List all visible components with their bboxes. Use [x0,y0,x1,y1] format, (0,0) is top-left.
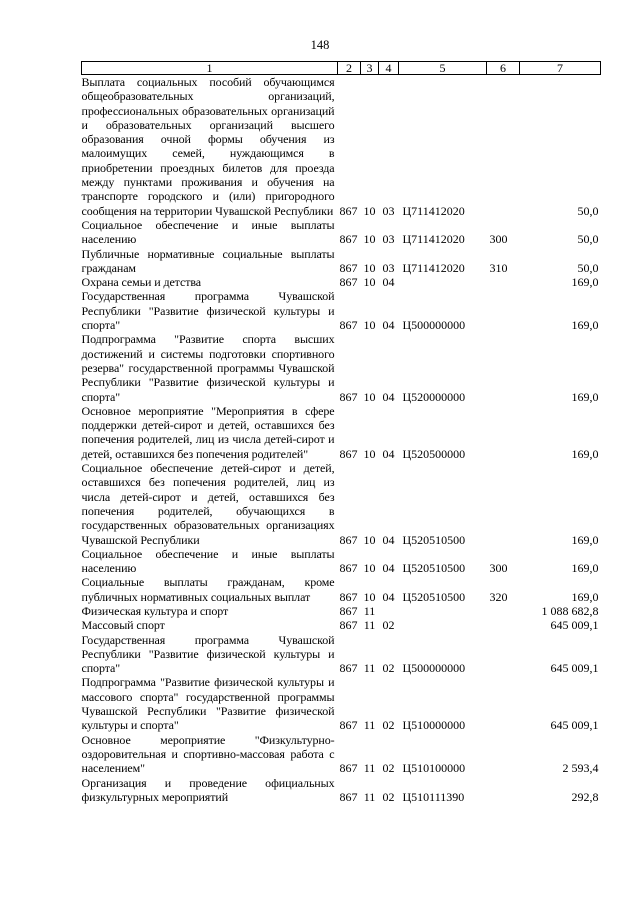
row-ministry-code: 867 [339,275,358,290]
table-row [82,218,601,247]
header-col-3: 3 [361,62,379,75]
row-ministry-code: 867 [339,661,358,676]
row-ministry-code: 867 [339,532,358,547]
row-target-article: Ц711412020 [402,260,465,275]
table-row [82,733,601,776]
row-description: Массовый спорт [81,618,165,633]
row-ministry-code: 867 [339,589,358,604]
row-target-article [399,618,487,632]
row-expense-type [487,675,520,732]
row-expense-type [487,275,520,289]
row-section-code: 10 [363,446,376,461]
row-subsection-code: 02 [382,789,395,804]
row-description: Основное мероприятие "Мероприятия в сфере поддержки детей-сирот и детей, оставшихся без попечения родителей, лиц из числа детей-сирот и детей, оставшихся без попечения родителей" [81,403,335,461]
row-description: Социальные выплаты гражданам, кроме публичных нормативных социальных выплат [81,575,335,604]
row-target-article: Ц500000000 [402,318,466,333]
table-row [82,618,601,632]
row-description: Выплата социальных пособий обучающимся общеобразовательных организаций, профессиональных образовательных организаций и образовательных организаций высшего образования очной формы обучения из малоимущих семей, нуждающимся в приобретении проездных билетов для проезда между пунктами проживания и обучения на транспорте городского и (или) пригородного сообщения на территории Чувашской Республики [81,75,335,218]
table-row [82,604,601,618]
row-ministry-code: 867 [339,761,358,776]
row-description: Социальное обеспечение детей-сирот и детей, оставшихся без попечения родителей, лиц из числа детей-сирот и детей, оставшихся без попечения родителей, обучающихся в государственных образовательных организациях Чувашской Республики [81,461,335,547]
row-amount: 645 009,1 [550,618,599,633]
row-amount: 292,8 [571,789,599,804]
row-subsection-code: 04 [382,318,395,333]
header-col-6: 6 [487,62,520,75]
row-ministry-code: 867 [339,718,358,733]
row-description: Социальное обеспечение и иные выплаты населению [81,217,335,247]
row-subsection-code: 04 [382,561,395,576]
row-subsection-code: 04 [382,446,395,461]
row-expense-type: 300 [489,561,508,576]
row-section-code: 11 [363,661,376,676]
row-subsection-code: 04 [382,275,395,290]
table-row [82,247,601,276]
row-subsection-code: 04 [382,389,395,404]
row-description: Физическая культура и спорт [81,603,229,618]
row-section-code: 10 [363,232,376,247]
row-subsection-code: 03 [382,232,395,247]
row-amount: 169,0 [571,589,599,604]
row-amount: 50,0 [577,260,599,275]
row-description: Государственная программа Чувашской Республики "Развитие физической культуры и спорта" [81,289,335,333]
row-description: Основное мероприятие "Физкультурно-оздоровительная и спортивно-массовая работа с населением" [81,732,335,776]
row-expense-type [487,733,520,776]
row-ministry-code: 867 [339,446,358,461]
row-ministry-code: 867 [339,603,358,618]
row-expense-type: 310 [489,260,508,275]
row-description: Подпрограмма "Развитие спорта высших достижений и системы подготовки спортивного резерва" государственной программы Чувашской Республики "Развитие физической культуры и спорта" [81,332,335,404]
row-target-article [399,604,487,618]
header-col-7: 7 [520,62,601,75]
row-expense-type [487,618,520,632]
header-col-4: 4 [379,62,399,75]
table-row [82,547,601,576]
table-row [82,275,601,289]
row-target-article: Ц520510500 [402,532,466,547]
row-expense-type [487,604,520,618]
row-amount: 169,0 [571,446,599,461]
row-section-code: 11 [363,761,376,776]
table-row [82,675,601,732]
row-expense-type [487,404,520,461]
header-col-5: 5 [399,62,487,75]
row-target-article: Ц520510500 [402,561,466,576]
row-section-code: 10 [363,532,376,547]
header-col-2: 2 [338,62,361,75]
row-target-article: Ц520510500 [402,589,466,604]
row-amount: 169,0 [571,561,599,576]
row-expense-type [487,289,520,332]
row-subsection-code: 04 [382,589,395,604]
row-description: Государственная программа Чувашской Республики "Развитие физической культуры и спорта" [81,632,335,676]
row-target-article: Ц510000000 [402,718,466,733]
row-subsection-code [379,604,399,618]
row-amount: 169,0 [571,532,599,547]
row-ministry-code: 867 [339,232,358,247]
row-description: Подпрограмма "Развитие физической культуры и массового спорта" государственной программы Чувашской Республики "Развитие физической культуры и спорта" [81,675,335,733]
row-description: Охрана семьи и детства [81,275,201,290]
row-target-article: Ц520500000 [402,446,466,461]
row-target-article: Ц711412020 [402,232,465,247]
row-section-code: 11 [363,618,376,633]
row-target-article: Ц500000000 [402,661,466,676]
row-amount: 169,0 [571,389,599,404]
row-subsection-code: 02 [382,661,395,676]
table-row [82,289,601,332]
row-subsection-code: 03 [382,260,395,275]
row-section-code: 10 [363,561,376,576]
row-ministry-code: 867 [339,789,358,804]
row-expense-type [487,75,520,218]
row-amount: 645 009,1 [550,661,599,676]
row-subsection-code: 02 [382,618,395,633]
row-target-article [399,275,487,289]
row-description: Социальное обеспечение и иные выплаты населению [81,546,335,576]
row-section-code: 10 [363,203,376,218]
table-row [82,404,601,461]
row-subsection-code: 02 [382,718,395,733]
table-row [82,776,601,805]
row-description: Организация и проведение официальных физкультурных мероприятий [81,775,335,804]
row-section-code: 11 [363,718,376,733]
row-expense-type [487,633,520,676]
table-row [82,461,601,547]
row-expense-type: 300 [489,232,508,247]
row-amount: 2 593,4 [562,761,599,776]
row-expense-type: 320 [489,589,508,604]
row-section-code: 10 [363,275,376,290]
budget-table [81,61,601,804]
header-row [82,62,601,75]
row-section-code: 10 [363,589,376,604]
row-target-article: Ц510111390 [402,789,465,804]
row-ministry-code: 867 [339,618,358,633]
table-row [82,575,601,604]
row-section-code: 10 [363,260,376,275]
row-amount: 169,0 [571,275,599,290]
row-subsection-code: 02 [382,761,395,776]
table-body [82,75,601,805]
row-expense-type [487,332,520,403]
row-ministry-code: 867 [339,260,358,275]
row-ministry-code: 867 [339,203,358,218]
row-section-code: 10 [363,389,376,404]
row-ministry-code: 867 [339,389,358,404]
header-col-1: 1 [82,62,338,75]
table-row [82,332,601,403]
row-amount: 1 088 682,8 [541,603,599,618]
row-ministry-code: 867 [339,561,358,576]
row-expense-type [487,461,520,547]
row-section-code: 10 [363,318,376,333]
row-subsection-code: 03 [382,203,395,218]
page-number: 148 [310,38,330,52]
table-row [82,633,601,676]
row-subsection-code: 04 [382,532,395,547]
row-amount: 50,0 [577,232,599,247]
row-section-code: 11 [363,603,376,618]
row-target-article: Ц520000000 [402,389,466,404]
row-amount: 169,0 [571,318,599,333]
row-section-code: 11 [363,789,376,804]
table-row [82,75,601,218]
row-target-article: Ц510100000 [402,761,466,776]
row-description: Публичные нормативные социальные выплаты гражданам [81,246,335,275]
row-amount: 50,0 [577,203,599,218]
row-amount: 645 009,1 [550,718,599,733]
row-target-article: Ц711412020 [402,203,465,218]
row-ministry-code: 867 [339,318,358,333]
row-expense-type [487,776,520,805]
